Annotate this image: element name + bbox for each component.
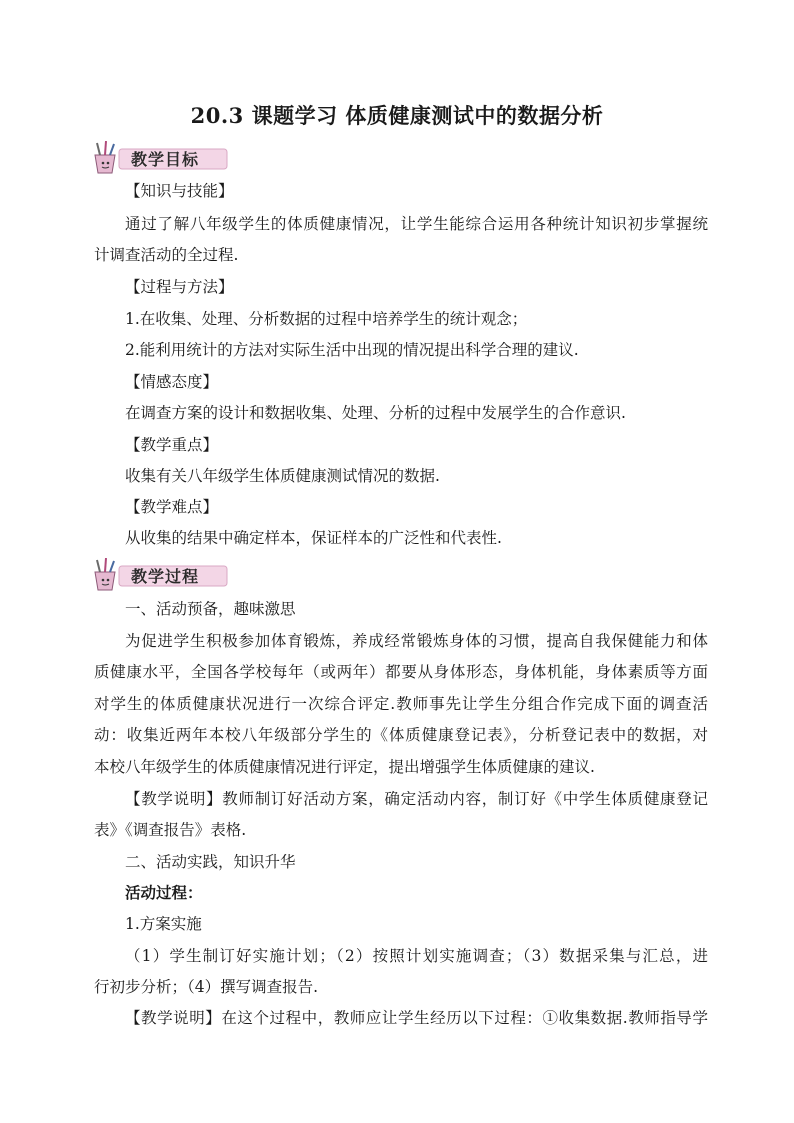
heading-key-point: 【教学重点】 [125, 436, 219, 454]
paragraph-line: 从收集的结果中确定样本，保证样本的广泛性和代表性. [125, 529, 502, 547]
paragraph-line: 表》《调查报告》表格. [94, 821, 247, 839]
paragraph-line: 通过了解八年级学生的体质健康情况，让学生能综合运用各种统计知识初步掌握统 [125, 215, 708, 233]
section-banner-process [91, 558, 231, 592]
activity-process-label: 活动过程： [125, 883, 203, 902]
banner-label: 教学目标 [131, 150, 200, 169]
section-banner-objectives [91, 141, 231, 175]
step-heading: 1.方案实施 [125, 915, 202, 933]
paragraph-line: 计调查活动的全过程. [94, 246, 239, 264]
section-heading-prep: 一、活动预备，趣味激思 [125, 600, 296, 618]
paragraph-line: 为促进学生积极参加体育锻炼，养成经常锻炼身体的习惯，提高自我保健能力和体 [125, 632, 708, 650]
heading-difficulty: 【教学难点】 [125, 498, 219, 516]
banner-label: 教学过程 [131, 567, 200, 586]
heading-method: 【过程与方法】 [125, 278, 234, 296]
paragraph-line: 行初步分析；（4）撰写调查报告. [94, 978, 319, 996]
paragraph-line: （1）学生制订好实施计划；（2）按照计划实施调查；（3）数据采集与汇总，进 [125, 947, 708, 965]
teaching-note: 【教学说明】教师制订好活动方案，确定活动内容，制订好《中学生体质健康登记 [125, 790, 708, 808]
page-title: 20.3 课题学习 体质健康测试中的数据分析 [190, 103, 604, 128]
heading-attitude: 【情感态度】 [125, 373, 219, 391]
paragraph-line: 收集有关八年级学生体质健康测试情况的数据. [125, 467, 440, 485]
paragraph-line: 对学生的体质健康状况进行一次综合评定.教师事先让学生分组合作完成下面的调查活 [94, 695, 708, 713]
section-heading-practice: 二、活动实践，知识升华 [125, 853, 296, 871]
paragraph-line: 动：收集近两年本校八年级部分学生的《体质健康登记表》，分析登记表中的数据，对 [94, 726, 708, 744]
teaching-note: 【教学说明】在这个过程中，教师应让学生经历以下过程：①收集数据.教师指导学 [125, 1009, 708, 1027]
paragraph-line: 1.在收集、处理、分析数据的过程中培养学生的统计观念； [125, 310, 528, 328]
paragraph-line: 质健康水平，全国各学校每年（或两年）都要从身体形态，身体机能，身体素质等方面 [94, 663, 708, 681]
paragraph-line: 2.能利用统计的方法对实际生活中出现的情况提出科学合理的建议. [125, 341, 579, 359]
paragraph-line: 本校八年级学生的体质健康情况进行评定，提出增强学生体质健康的建议. [94, 758, 595, 776]
paragraph-line: 在调查方案的设计和数据收集、处理、分析的过程中发展学生的合作意识. [125, 404, 626, 422]
heading-knowledge: 【知识与技能】 [125, 182, 234, 200]
